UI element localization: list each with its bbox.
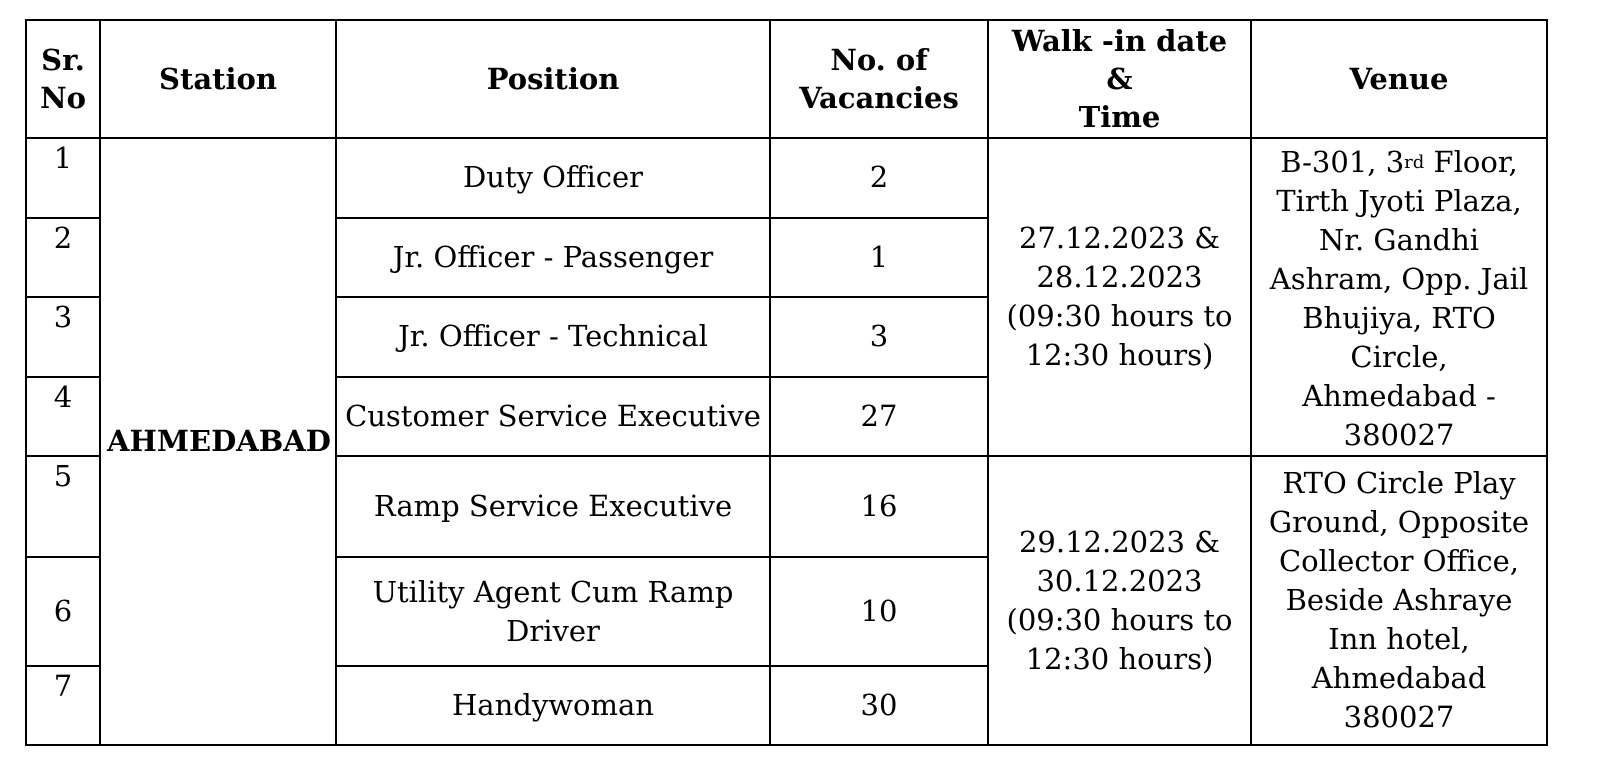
header-walk-in	[988, 20, 1251, 138]
sr-no-cell: 7	[26, 666, 100, 745]
header-vacancies: No. of Vacancies	[770, 20, 988, 138]
venue-1-line6: Circle,	[1350, 340, 1448, 374]
position-cell: Jr. Officer - Technical	[336, 297, 770, 377]
venue-2-line5: Inn hotel,	[1328, 622, 1470, 656]
venue-1-line8: 380027	[1343, 418, 1455, 452]
walk-in-2-line4: 12:30 hours)	[1025, 641, 1214, 676]
venue-2-line4: Beside Ashraye	[1285, 583, 1513, 617]
vacancies-cell: 1	[770, 218, 988, 298]
sr-no-cell: 4	[26, 377, 100, 457]
venue-2-line3: Collector Office,	[1278, 544, 1520, 578]
walk-in-2-line2: 30.12.2023	[1036, 563, 1203, 598]
header-walk-in-line1: Walk -in date	[1011, 24, 1228, 58]
vacancies-cell: 2	[770, 138, 988, 218]
header-position: Position	[336, 20, 770, 138]
header-walk-in-line2: &	[1106, 62, 1133, 96]
sr-no-cell: 5	[26, 456, 100, 557]
venue-2-line1: RTO Circle Play	[1282, 466, 1516, 500]
vacancies-cell: 30	[770, 666, 988, 745]
header-row	[26, 20, 1547, 138]
sr-no-cell: 1	[26, 138, 100, 218]
venue-2-line6: Ahmedabad	[1311, 661, 1487, 695]
header-walk-in-line3: Time	[1078, 100, 1161, 134]
vacancy-table	[25, 19, 1548, 746]
position-cell: Ramp Service Executive	[336, 456, 770, 557]
vacancies-cell: 10	[770, 557, 988, 666]
vacancies-cell: 3	[770, 297, 988, 377]
venue-1-line2: Tirth Jyoti Plaza,	[1276, 184, 1522, 218]
table-row	[26, 138, 1547, 218]
walk-in-2-line3: (09:30 hours to	[1006, 602, 1233, 637]
sr-no-cell: 2	[26, 218, 100, 298]
walk-in-cell-2	[988, 456, 1251, 745]
position-cell: Customer Service Executive	[336, 377, 770, 457]
venue-1-line1: B-301, 3rd Floor,	[1280, 145, 1518, 179]
venue-1-line3: Nr. Gandhi	[1318, 223, 1480, 257]
vacancies-cell: 16	[770, 456, 988, 557]
walk-in-1-line1: 27.12.2023 &	[1018, 221, 1221, 255]
venue-1-line4: Ashram, Opp. Jail	[1269, 262, 1529, 296]
sr-no-cell: 6	[26, 557, 100, 666]
walk-in-1-line3: (09:30 hours to	[1006, 299, 1233, 333]
header-sr-no: Sr. No	[26, 20, 100, 138]
position-cell: Jr. Officer - Passenger	[336, 218, 770, 298]
station-cell: AHMEDABAD	[100, 138, 336, 745]
walk-in-cell-1	[988, 138, 1251, 456]
venue-1-line5: Bhujiya, RTO	[1302, 301, 1496, 335]
venue-cell-2	[1251, 456, 1547, 745]
position-cell: Duty Officer	[336, 138, 770, 218]
header-station: Station	[100, 20, 336, 138]
position-cell: Handywoman	[336, 666, 770, 745]
header-venue: Venue	[1251, 20, 1547, 138]
venue-2-line2: Ground, Opposite	[1268, 505, 1530, 539]
walk-in-1-line2: 28.12.2023	[1036, 260, 1203, 294]
venue-cell-1	[1251, 138, 1547, 456]
venue-2-line7: 380027	[1343, 700, 1455, 734]
walk-in-2-line1: 29.12.2023 &	[1018, 524, 1221, 559]
position-cell: Utility Agent Cum Ramp Driver	[336, 557, 770, 666]
venue-1-line7: Ahmedabad -	[1302, 379, 1496, 413]
walk-in-1-line4: 12:30 hours)	[1025, 338, 1214, 372]
sr-no-cell: 3	[26, 297, 100, 377]
vacancies-cell: 27	[770, 377, 988, 457]
